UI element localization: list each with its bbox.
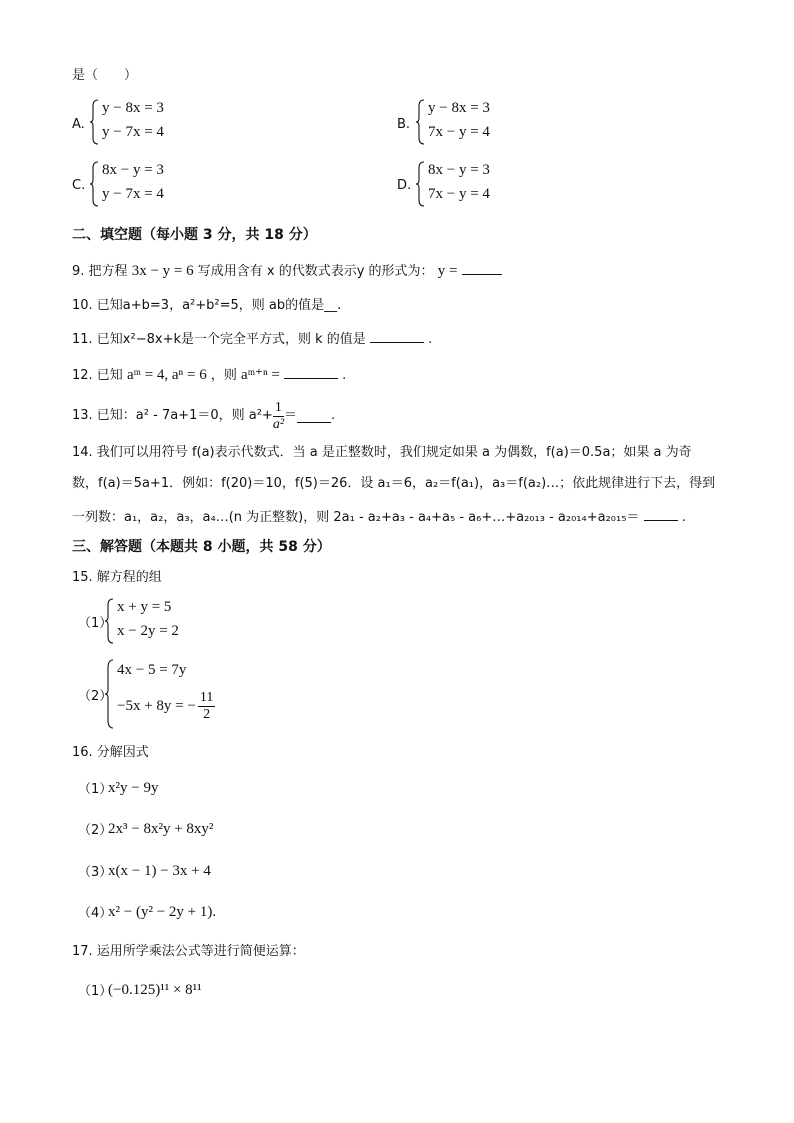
q16-item-4-expr: x² − (y² − 2y + 1). — [108, 904, 217, 920]
option-c-eq1: 8x − y = 3 — [102, 162, 164, 178]
q15-part2-eq2-lhs: −5x + 8y = − — [117, 698, 196, 714]
q15-part2-label: （2） — [78, 689, 113, 704]
q16-item-3-label: （3） — [78, 865, 113, 880]
question-13 — [72, 396, 335, 436]
q15-part1-system — [105, 597, 215, 645]
q13-prefix: 13. 已知：a² - 7a+1＝0，则 a²+ — [72, 408, 273, 423]
question-10: 10. 已知a+b=3，a²+b²=5，则 ab的值是__. — [72, 298, 342, 313]
question-12 — [72, 366, 346, 384]
q12-end: . — [342, 368, 347, 383]
q11-answer-blank[interactable] — [370, 330, 424, 343]
q13-fraction — [273, 400, 284, 433]
question-14-line-3 — [72, 508, 686, 526]
q15-part2-eq2 — [117, 690, 215, 723]
q12-prefix: 12. 已知 — [72, 368, 123, 383]
q16-title: 16. 分解因式 — [72, 745, 149, 760]
option-b-letter: B. — [397, 117, 411, 132]
q13-end: . — [331, 408, 336, 423]
q16-item-2-expr: 2x³ − 8x²y + 8xy² — [108, 821, 214, 837]
option-c-system — [90, 160, 200, 208]
section-2-title: 二、填空题（每小题 3 分，共 18 分） — [72, 227, 317, 243]
question-11 — [72, 330, 432, 348]
q16-item-2-label: （2） — [78, 823, 113, 838]
q13-equals: ＝ — [284, 408, 298, 423]
q9-answer-blank[interactable] — [462, 262, 502, 275]
option-b-eq1: y − 8x = 3 — [428, 100, 490, 116]
brace-icon — [105, 597, 115, 645]
q15-title: 15. 解方程的组 — [72, 570, 162, 585]
q15-part1-eq2: x − 2y = 2 — [117, 623, 179, 639]
option-b-system — [416, 98, 526, 146]
brace-icon — [105, 658, 115, 730]
brace-icon — [90, 160, 100, 208]
q9-middle: 写成用含有 x 的代数式表示y 的形式为： — [197, 264, 434, 279]
q16-item-3-expr: x(x − 1) − 3x + 4 — [108, 863, 211, 879]
option-c-letter: C. — [72, 178, 86, 193]
q13-numerator: 1 — [273, 400, 284, 417]
q14-end: . — [681, 510, 686, 525]
option-a-eq1: y − 8x = 3 — [102, 100, 164, 116]
q17-title: 17. 运用所学乘法公式等进行简便运算： — [72, 944, 305, 959]
option-a-system — [90, 98, 200, 146]
section-3-title: 三、解答题（本题共 8 小题，共 58 分） — [72, 539, 331, 555]
question-14-line-1: 14. 我们可以用符号 f(a)表示代数式．当 a 是正整数时，我们规定如果 a 为偶数，f(a)＝0.5a；如果 a 为奇 — [72, 445, 692, 460]
q16-item-1-label: （1） — [78, 782, 113, 797]
question-9 — [72, 262, 502, 280]
q15-part2-system — [105, 658, 245, 730]
q15-part1-label: （1） — [78, 616, 113, 631]
q14-answer-blank[interactable] — [644, 508, 678, 521]
brace-icon — [90, 98, 100, 146]
option-d-system — [416, 160, 526, 208]
q17-part1-label: （1） — [78, 984, 113, 999]
q17-part1-expr: (−0.125)¹¹ × 8¹¹ — [108, 982, 202, 998]
q14-line-3-text: 一列数：a₁，a₂，a₃，a₄…(n 为正整数)，则 2a₁ - a₂+a₃ - a₄+a₅ - a₆+…+a₂₀₁₃ - a₂₀₁₄+a₂₀₁₅＝ — [72, 510, 640, 525]
q12-condition: aᵐ = 4, aⁿ = 6 — [126, 367, 207, 383]
q12-mid: ，则 — [210, 368, 237, 383]
q13-answer-blank[interactable] — [297, 410, 331, 423]
q16-item-1-expr: x²y − 9y — [108, 780, 159, 796]
option-d-letter: D. — [397, 178, 412, 193]
q11-text: 11. 已知x²−8x+k是一个完全平方式，则 k 的值是 — [72, 332, 366, 347]
option-a-eq2: y − 7x = 4 — [102, 124, 164, 140]
q11-end: . — [428, 332, 433, 347]
q15-part1-eq1: x + y = 5 — [117, 599, 172, 615]
q13-denominator: a² — [272, 416, 285, 432]
brace-icon — [416, 98, 426, 146]
q15-part2-numerator: 11 — [199, 690, 214, 705]
option-d-eq1: 8x − y = 3 — [428, 162, 490, 178]
q9-answer-lhs: y = — [437, 263, 458, 279]
option-a-letter: A. — [72, 117, 85, 132]
q15-part2-eq1: 4x − 5 = 7y — [117, 662, 187, 678]
q15-part2-denominator: 2 — [203, 707, 211, 722]
question-14-line-2: 数，f(a)＝5a+1．例如：f(20)＝10，f(5)＝26．设 a₁＝6，a₂＝f(a₁)，a₃＝f(a₂)…；依此规律进行下去，得到 — [72, 476, 716, 491]
option-d-eq2: 7x − y = 4 — [428, 186, 490, 202]
q16-item-4-label: （4） — [78, 906, 113, 921]
q9-equation: 3x − y = 6 — [131, 263, 194, 279]
q12-target: aᵐ⁺ⁿ = — [241, 367, 280, 383]
option-b-eq2: 7x − y = 4 — [428, 124, 490, 140]
q8-stem-tail: 是（ ） — [72, 68, 138, 83]
option-c-eq2: y − 7x = 4 — [102, 186, 164, 202]
q9-prefix: 9. 把方程 — [72, 264, 128, 279]
q12-answer-blank[interactable] — [284, 366, 338, 379]
q15-part2-fraction — [198, 690, 215, 723]
brace-icon — [416, 160, 426, 208]
